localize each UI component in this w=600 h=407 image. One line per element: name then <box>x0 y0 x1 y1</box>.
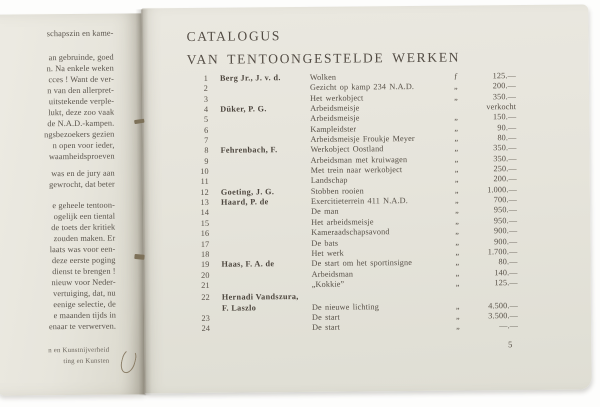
currency-mark <box>456 291 472 301</box>
entry-number <box>182 303 210 314</box>
left-page-text-line: n van den allerpret- <box>47 85 115 96</box>
right-page <box>141 4 591 393</box>
entry-number: 6 <box>204 125 209 135</box>
left-page-text-line: nieuw voor Neder- <box>51 277 116 288</box>
work-title: Arbeidsmeisje Froukje Meyer <box>310 134 415 144</box>
price-value: 90.— <box>497 122 517 132</box>
left-page-text-line: zouden maken. Er <box>53 233 116 244</box>
left-page-paragraph <box>0 168 115 191</box>
currency-mark: „ <box>454 144 459 154</box>
title-line-2: VAN TENTOONGESTELDE WERKEN <box>186 49 461 67</box>
left-page-text-line: lukt, deze zoo vaak <box>48 107 115 118</box>
price-value: 4.500.— <box>488 300 518 310</box>
work-title: Arbeidsman met kruiwagen <box>310 154 408 165</box>
colophon-text-line: ting en Kunsten <box>63 357 110 366</box>
entry-number: 9 <box>204 156 209 166</box>
entry-number: 21 <box>201 280 210 290</box>
left-page-text-line: vertuiging, dat, nu <box>53 288 116 299</box>
left-page-text-line: gewrocht, dat beter <box>49 179 115 190</box>
price-value: 200.— <box>492 81 517 91</box>
work-title: De man <box>311 207 339 217</box>
left-page-paragraph <box>0 200 116 333</box>
price-value <box>472 290 518 301</box>
entry-number: 19 <box>201 259 210 270</box>
work-title: De start <box>311 312 340 322</box>
left-page-text-line: uitstekende verple- <box>48 96 115 107</box>
entry-number: 3 <box>203 94 209 104</box>
entry-number: 24 <box>201 324 211 334</box>
catalog-row <box>182 321 532 334</box>
currency-mark: „ <box>454 195 459 205</box>
entry-number: 23 <box>201 313 211 323</box>
entry-number: 16 <box>200 228 210 239</box>
currency-mark: „ <box>454 185 459 195</box>
artist-name: Hernadi Vandszura, <box>221 292 299 302</box>
artist-name <box>222 313 312 324</box>
work-title: De start <box>312 322 341 333</box>
price-value: 700.— <box>493 195 518 205</box>
artist-name <box>222 323 312 334</box>
price-value: 900.— <box>494 236 518 246</box>
work-title: Arbeidsmeisje <box>310 113 360 124</box>
price-value: 125.— <box>492 71 516 81</box>
work-title: Werkobject Oostland <box>310 144 384 155</box>
price-value: 200.— <box>493 174 517 184</box>
artist-name <box>222 280 312 291</box>
entry-number: 17 <box>200 239 210 249</box>
artist-name: Berg Jr., J. v. d. <box>219 73 281 83</box>
price-value: 1.000.— <box>487 184 517 195</box>
left-page-text-line: n open voor ieder, <box>52 140 115 151</box>
work-title: De nieuwe lichting <box>311 301 379 312</box>
price-value: 950.— <box>493 205 518 215</box>
currency-mark: „ <box>455 301 460 311</box>
entry-number: 4 <box>203 104 209 114</box>
price-value: 140.— <box>494 267 518 277</box>
entry-number: 13 <box>200 197 210 207</box>
work-title: Het arbeidsmeisje <box>311 217 374 227</box>
left-page-text-line: laats was voor een- <box>49 244 116 255</box>
price-value: 125.— <box>494 277 518 288</box>
currency-mark: „ <box>455 278 460 288</box>
work-title: Arbeidsman <box>311 269 354 279</box>
entry-number: 22 <box>201 293 210 303</box>
entry-number: 11 <box>200 177 209 187</box>
artist-name: Haard, P. de <box>220 197 269 207</box>
entry-number: 18 <box>200 249 210 259</box>
currency-mark: „ <box>454 123 459 133</box>
price-value: 350.— <box>492 91 517 102</box>
currency-mark: „ <box>455 216 460 226</box>
left-page-text-line: dienst te brengen ! <box>52 266 116 277</box>
left-page-small-print <box>0 345 109 368</box>
left-page-text-line: deze eerste poging <box>51 255 116 266</box>
artist-name: F. Laszlo <box>221 302 257 313</box>
price-value: 900.— <box>493 226 518 236</box>
artist-name: Düker, P. G. <box>220 104 267 114</box>
work-title: Arbeidsmeisje <box>310 103 360 113</box>
price-value: 250.— <box>493 164 517 174</box>
catalog-row <box>182 278 532 291</box>
artist-name <box>220 94 310 105</box>
left-page-paragraph <box>0 28 114 40</box>
price-value: —.— <box>499 321 519 331</box>
currency-mark: „ <box>454 154 459 164</box>
colophon-text-line: n en Kunstnijverheid <box>48 346 110 355</box>
left-page-text-line: waamheidsproeven <box>48 151 115 162</box>
currency-mark: „ <box>454 133 459 143</box>
artist-name <box>220 114 310 125</box>
price-value: 80.— <box>498 257 518 267</box>
work-title: Met trein naar werkobject <box>310 165 403 175</box>
currency-mark: „ <box>455 237 460 247</box>
price-value: 1.700.— <box>487 246 518 257</box>
left-page-text-line: eenige selectie, de <box>53 299 116 310</box>
work-title: De bats <box>311 238 339 248</box>
work-title: De start om het sportinsigne <box>311 258 413 269</box>
entry-number: 20 <box>201 270 210 280</box>
left-page-text-line: an gebruinde, goed <box>48 52 114 63</box>
page-title <box>186 23 460 71</box>
left-page-text-line: e maanden tijds in <box>53 310 117 321</box>
title-line-1: CATALOGUS <box>186 28 282 44</box>
left-page-text-line: enaar te verwerven. <box>48 321 117 332</box>
currency-mark: „ <box>454 175 459 185</box>
left-page-text-line: e geheele tentoon- <box>52 200 116 211</box>
left-page-text-line: de N.A.D.-kampen. <box>47 118 115 129</box>
price-value: 80.— <box>497 133 517 143</box>
entry-number: 1 <box>203 73 208 83</box>
currency-mark: „ <box>455 226 460 236</box>
currency-mark: „ <box>455 247 460 257</box>
currency-mark: „ <box>454 112 459 123</box>
left-page-paragraph <box>0 52 115 163</box>
price-value: 350.— <box>493 153 517 164</box>
price-value: verkocht <box>486 102 517 112</box>
artist-name <box>220 83 310 94</box>
entry-number: 5 <box>203 115 209 125</box>
work-title: Exercitieterrein 411 N.A.D. <box>310 196 408 207</box>
left-page-text-line: n. Na enkele weken <box>46 63 114 74</box>
entry-number: 12 <box>200 187 209 197</box>
left-page-text-line: schapszin en kame- <box>46 28 114 39</box>
work-title: Kampleidster <box>310 124 357 134</box>
artist-name: Fehrenbach, F. <box>220 145 278 156</box>
currency-mark: „ <box>454 92 458 102</box>
currency-mark: „ <box>455 268 460 278</box>
currency-mark: „ <box>456 321 460 331</box>
entry-number: 7 <box>204 135 209 145</box>
work-title: Het werkobject <box>310 93 364 103</box>
work-title: Kameraadschapsavond <box>311 227 390 238</box>
work-title: Gezicht op kamp 234 N.A.D. <box>309 82 415 93</box>
catalog-rows <box>180 71 532 335</box>
left-page-text-line: cces ! Want de ver- <box>48 74 114 85</box>
price-value: 950.— <box>493 215 518 226</box>
artist-name <box>220 125 310 136</box>
currency-mark: „ <box>454 164 459 174</box>
left-page-text <box>0 28 116 339</box>
left-page-text-line: was en de jury aan <box>51 168 115 179</box>
work-title: „Kokkie” <box>311 279 345 289</box>
entry-number: 15 <box>200 218 210 228</box>
currency-mark <box>454 103 470 113</box>
artist-name: Goeting, J. G. <box>220 187 275 197</box>
page-number: 5 <box>508 339 513 350</box>
price-value: 350.— <box>493 143 517 153</box>
price-value: 150.— <box>492 112 517 122</box>
left-page <box>0 13 145 395</box>
left-page-text-line: ngsbezoekers gezien <box>44 129 115 140</box>
work-title: Het werk <box>311 248 344 258</box>
entry-number: 8 <box>204 146 209 156</box>
currency-mark: „ <box>455 206 459 216</box>
entry-number: 10 <box>200 166 209 176</box>
price-value: 3.500.— <box>488 311 519 321</box>
work-title: Stobben rooien <box>310 186 364 196</box>
currency-mark: ƒ <box>453 71 459 81</box>
binding-stitch <box>134 254 144 260</box>
currency-mark: „ <box>453 81 458 91</box>
entry-number: 14 <box>200 208 210 218</box>
currency-mark: „ <box>455 311 460 321</box>
artist-name: Haas, F. A. de <box>221 259 275 269</box>
work-title: Wolken <box>309 72 337 82</box>
work-title: Landschap <box>310 176 348 186</box>
left-page-text-line: ogelijk een tiental <box>53 211 116 222</box>
entry-number: 2 <box>203 84 209 94</box>
currency-mark: „ <box>455 257 460 267</box>
left-page-text-line: de toets der kritiek <box>51 222 116 233</box>
